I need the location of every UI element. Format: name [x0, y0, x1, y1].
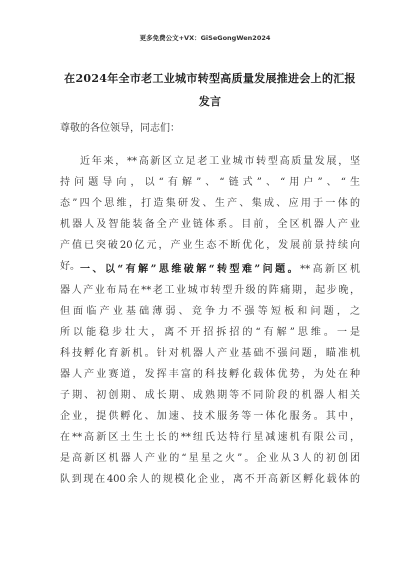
paragraph-line: 好。 — [60, 261, 80, 272]
page-header-watermark: 更多免费公文+VX：GiSeGongWen2024 — [139, 34, 271, 42]
paragraph-line: 持问题导向，以“有解”、“链式”、“用户”、“生 — [60, 177, 360, 188]
paragraph-line: 子期、初创期、成长期、成熟期等不同阶段的机器人相关 — [60, 390, 360, 401]
paragraph-line: 是高新区机器人产业的“星星之火”。企业从3人的初创团 — [60, 453, 360, 464]
paragraph-line: 近年来，**高新区立足老工业城市转型高质量发展，坚 — [80, 156, 360, 167]
paragraph-first-line — [60, 259, 360, 280]
paragraph-section-one — [60, 259, 360, 490]
paragraph-line: 科技孵化育新机。针对机器人产业基础不强问题，瞄准机 — [60, 348, 360, 359]
paragraph-text: **高新区机 — [300, 264, 360, 275]
paragraph-line: 机器人及智能装备全产业链体系。目前，全区机器人产业 — [60, 219, 360, 230]
paragraph-line: 在**高新区土生土长的**纽氏达特行星减速机有限公司， — [60, 432, 360, 443]
paragraph-line: 产值已突破20亿元，产业生态不断优化，发展前景持续向 — [60, 240, 360, 251]
paragraph-line: 但面临产业基础薄弱、竞争力不强等短板和问题，之 — [60, 306, 360, 317]
document-title-line-2: 发言 — [198, 95, 222, 108]
paragraph-line: 器人产业赛道，发挥丰富的科技孵化载体优势，为处在种 — [60, 369, 360, 380]
section-heading: 一、以“有解”思维破解“转型难”问题。 — [80, 264, 301, 275]
salutation: 尊敬的各位领导，同志们： — [60, 123, 180, 134]
paragraph-line: 器人产业布局在**老工业城市转型升级的阵痛期，起步晚， — [60, 285, 360, 296]
paragraph-line: 态”四个思维，打造集研发、生产、集成、应用于一体的 — [60, 198, 360, 209]
paragraph-line: 所以能稳步壮大，离不开招拆招的“有解”思维。一是 — [60, 327, 360, 338]
document-title-line-1: 在2024年全市老工业城市转型高质量发展推进会上的汇报 — [64, 72, 356, 85]
paragraph-line: 队到现在400余人的规模化企业，离不开高新区孵化载体的 — [60, 474, 360, 485]
paragraph-line: 企业，提供孵化、加速、技术服务等一体化服务。其中， — [60, 411, 360, 422]
